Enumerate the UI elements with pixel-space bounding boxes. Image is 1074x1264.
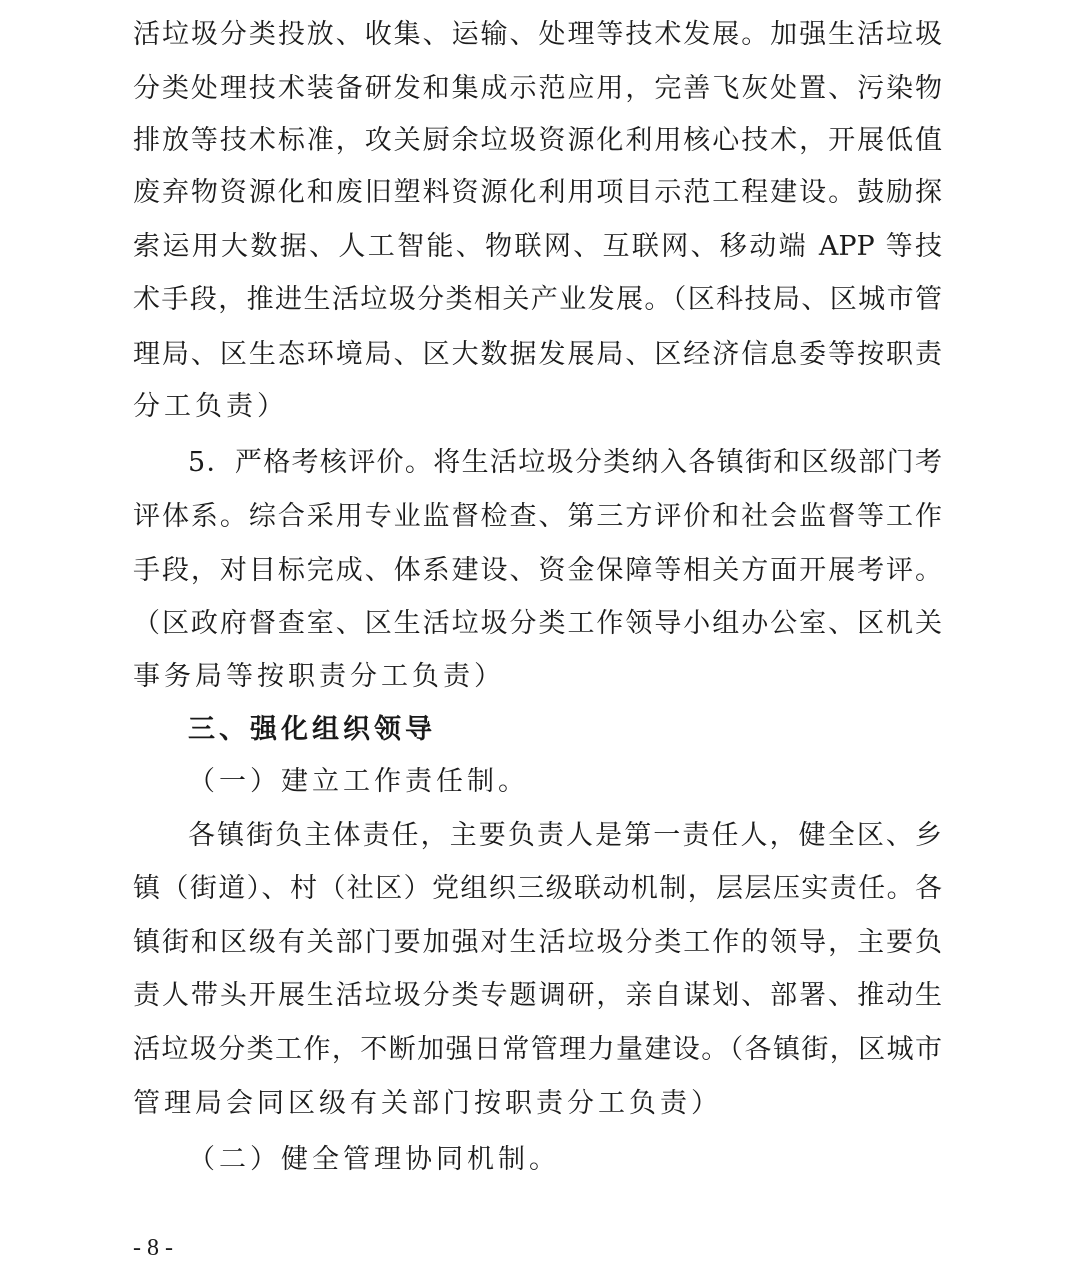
paragraph-line: 镇（街道）、村（社区）党组织三级联动机制，层层压实责任。各 [133,873,942,904]
paragraph-line: 理局、区生态环境局、区大数据发展局、区经济信息委等按职责 [133,339,942,370]
paragraph-line: 排放等技术标准，攻关厨余垃圾资源化利用核心技术，开展低值 [133,125,942,156]
subsection-heading: （一）建立工作责任制。 [188,766,529,797]
paragraph-line: 镇街和区级有关部门要加强对生活垃圾分类工作的领导，主要负 [133,927,942,958]
paragraph-line: 手段，对目标完成、体系建设、资金保障等相关方面开展考评。 [133,555,942,586]
paragraph-line: 管理局会同区级有关部门按职责分工负责） [133,1088,722,1119]
paragraph-line: 责人带头开展生活垃圾分类专题调研，亲自谋划、部署、推动生 [133,980,942,1011]
page-number: - 8 - [133,1235,173,1261]
item-5-heading-line: 5．严格考核评价。将生活垃圾分类纳入各镇街和区级部门考 [188,447,942,478]
paragraph-line: 分类处理技术装备研发和集成示范应用，完善飞灰处置、污染物 [133,73,942,104]
subsection-heading: （二）健全管理协同机制。 [188,1144,560,1175]
paragraph-line: 术手段，推进生活垃圾分类相关产业发展。（区科技局、区城市管 [133,284,942,315]
paragraph-line: （区政府督查室、区生活垃圾分类工作领导小组办公室、区机关 [133,608,942,639]
paragraph-line: 活垃圾分类投放、收集、运输、处理等技术发展。加强生活垃圾 [133,19,942,50]
section-heading: 三、强化组织领导 [188,714,436,745]
paragraph-line: 活垃圾分类工作，不断加强日常管理力量建设。（各镇街，区城市 [133,1034,942,1065]
paragraph-line: 分工负责） [133,391,288,422]
paragraph-line: 事务局等按职责分工负责） [133,661,505,692]
paragraph-line: 评体系。综合采用专业监督检查、第三方评价和社会监督等工作 [133,501,942,532]
paragraph-line: 废弃物资源化和废旧塑料资源化利用项目示范工程建设。鼓励探 [133,177,942,208]
paragraph-line: 各镇街负主体责任，主要负责人是第一责任人，健全区、乡 [188,820,942,851]
paragraph-line: 索运用大数据、人工智能、物联网、互联网、移动端 APP 等技 [133,231,942,262]
